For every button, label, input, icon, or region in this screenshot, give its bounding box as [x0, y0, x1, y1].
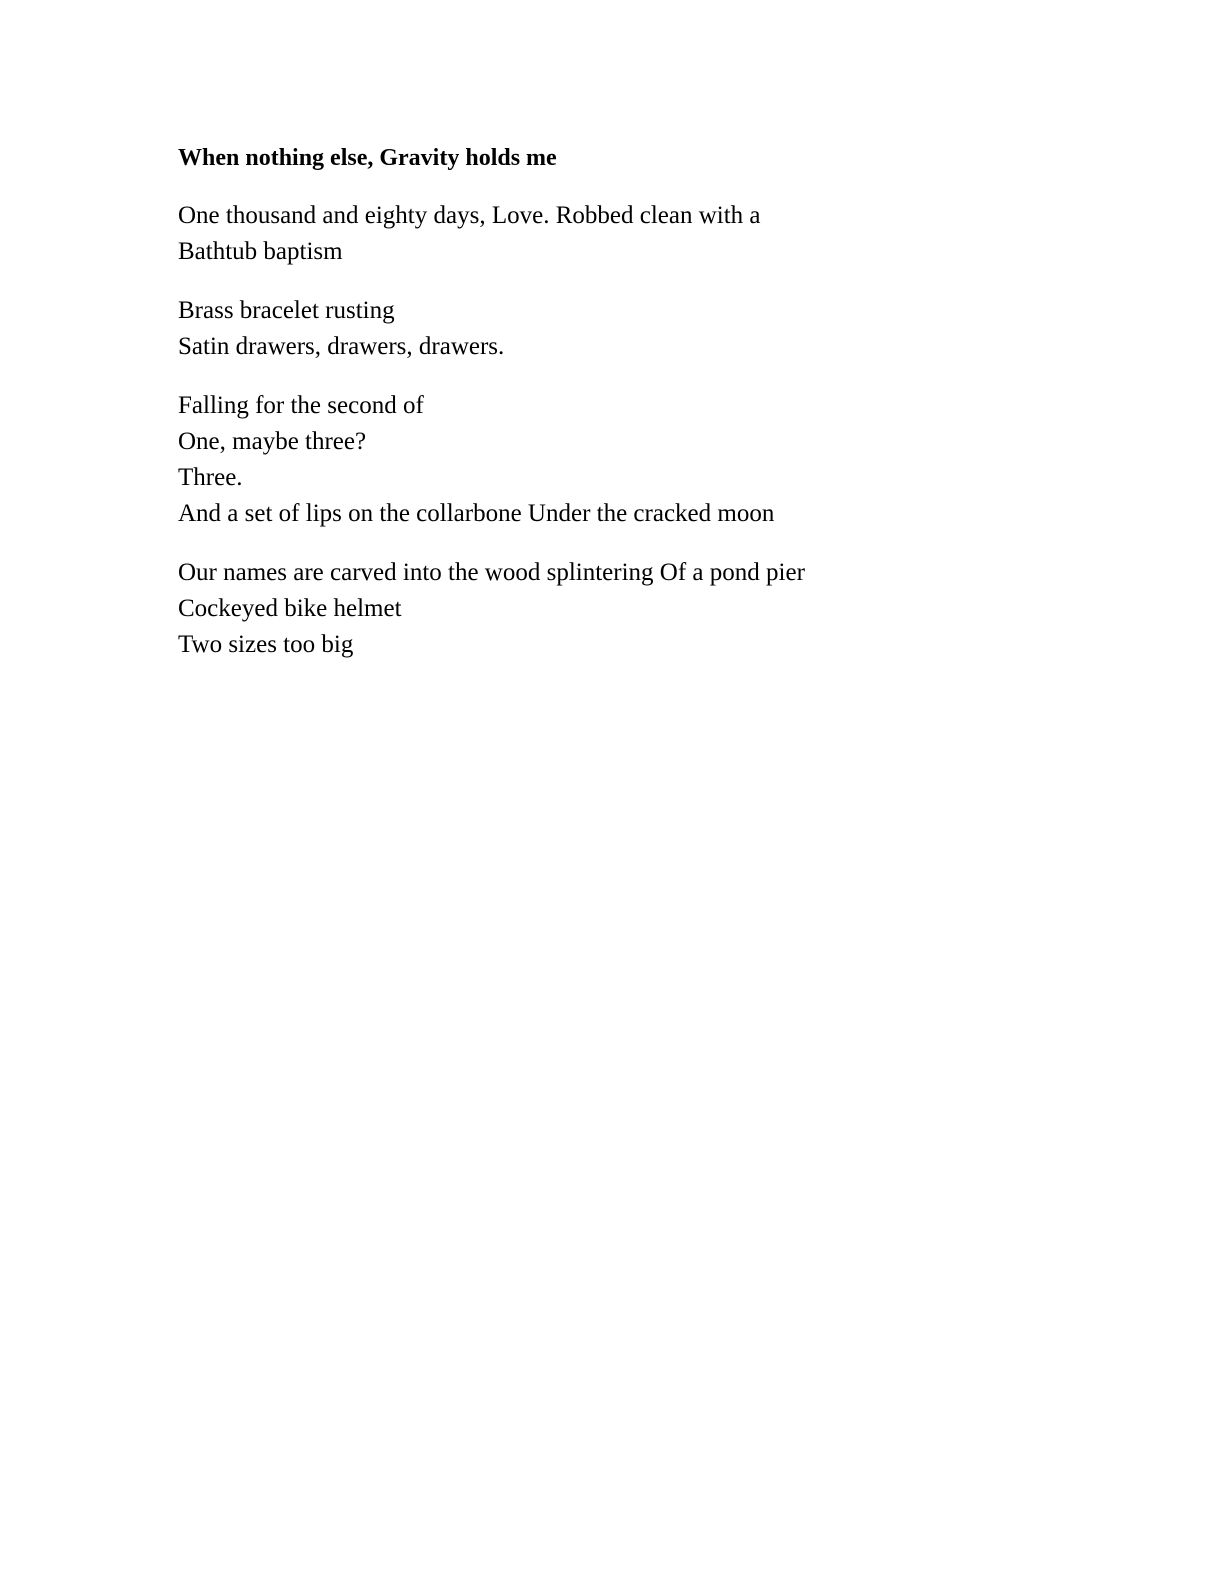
- poem-line: One, maybe three?: [178, 428, 367, 455]
- poem-line: One thousand and eighty days, Love. Robbed clean with a: [178, 202, 761, 229]
- poem-line: Two sizes too big: [178, 631, 354, 658]
- poem-line: Bathtub baptism: [178, 238, 343, 265]
- poem-line: Three.: [178, 464, 243, 491]
- poem-line: Satin drawers, drawers, drawers.: [178, 333, 505, 360]
- stanza-4: [178, 555, 878, 663]
- stanza-2: [178, 293, 878, 365]
- document-page: [178, 140, 878, 686]
- poem-line: Our names are carved into the wood splintering Of a pond pier: [178, 559, 805, 586]
- stanza-1: [178, 198, 878, 270]
- poem-line: Cockeyed bike helmet: [178, 595, 402, 622]
- poem-line: Brass bracelet rusting: [178, 297, 395, 324]
- poem-title: When nothing else, Gravity holds me: [178, 145, 557, 171]
- poem-line: Falling for the second of: [178, 392, 424, 419]
- stanza-3: [178, 388, 878, 532]
- poem-line: And a set of lips on the collarbone Under the cracked moon: [178, 500, 775, 527]
